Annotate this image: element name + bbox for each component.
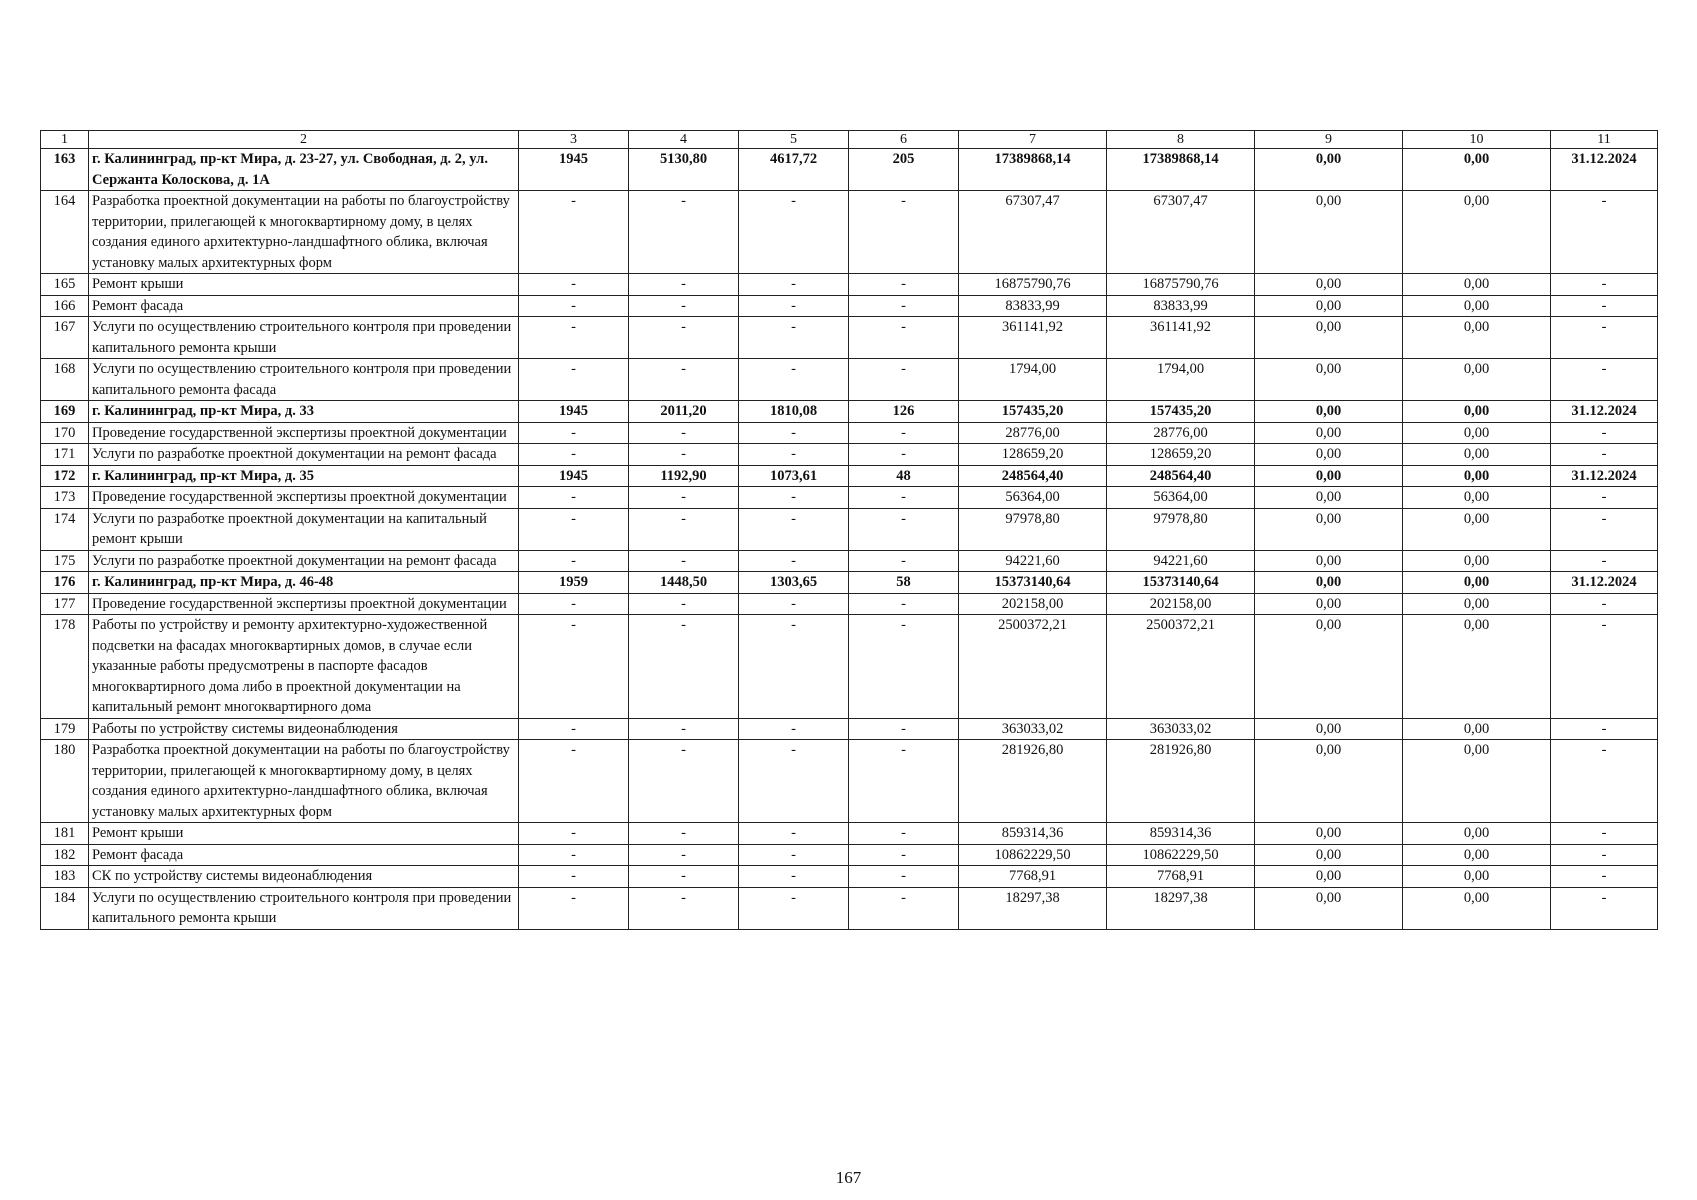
residents-cell: - [849,444,959,466]
row-description: Ремонт фасада [89,844,519,866]
area-living-cell: - [739,823,849,845]
row-number: 163 [41,149,89,191]
cost-total-cell: 18297,38 [959,887,1107,929]
row-number: 164 [41,191,89,274]
area-living-cell: - [739,740,849,823]
area-living-cell: - [739,718,849,740]
row-number: 178 [41,615,89,719]
residents-cell: - [849,422,959,444]
area-total-cell: - [629,844,739,866]
residents-cell: - [849,740,959,823]
deadline-cell: - [1551,508,1658,550]
row-description: Услуги по разработке проектной документации на ремонт фасада [89,444,519,466]
cost-fund-cell: 94221,60 [1107,550,1255,572]
row-description: Проведение государственной экспертизы проектной документации [89,422,519,444]
cost-owners-cell: 0,00 [1403,274,1551,296]
cost-owners-cell: 0,00 [1403,718,1551,740]
row-description: Работы по устройству системы видеонаблюдения [89,718,519,740]
cost-total-cell: 15373140,64 [959,572,1107,594]
cost-total-cell: 248564,40 [959,465,1107,487]
deadline-cell: 31.12.2024 [1551,149,1658,191]
cost-budget-cell: 0,00 [1255,844,1403,866]
table-row [41,465,1658,487]
area-total-cell: - [629,508,739,550]
cost-fund-cell: 128659,20 [1107,444,1255,466]
area-living-cell: 1303,65 [739,572,849,594]
deadline-cell: - [1551,550,1658,572]
year-cell: 1945 [519,465,629,487]
row-number: 165 [41,274,89,296]
area-total-cell: - [629,740,739,823]
year-cell: - [519,887,629,929]
deadline-cell: - [1551,844,1658,866]
table-row [41,740,1658,823]
area-total-cell: 1192,90 [629,465,739,487]
deadline-cell: 31.12.2024 [1551,465,1658,487]
deadline-cell: - [1551,444,1658,466]
row-number: 183 [41,866,89,888]
row-description: г. Калининград, пр-кт Мира, д. 46-48 [89,572,519,594]
area-living-cell: - [739,550,849,572]
cost-fund-cell: 7768,91 [1107,866,1255,888]
cost-owners-cell: 0,00 [1403,191,1551,274]
cost-owners-cell: 0,00 [1403,508,1551,550]
deadline-cell: - [1551,317,1658,359]
cost-total-cell: 202158,00 [959,593,1107,615]
area-living-cell: - [739,444,849,466]
cost-fund-cell: 18297,38 [1107,887,1255,929]
residents-cell: - [849,887,959,929]
year-cell: - [519,550,629,572]
cost-budget-cell: 0,00 [1255,149,1403,191]
area-living-cell: 4617,72 [739,149,849,191]
cost-budget-cell: 0,00 [1255,866,1403,888]
area-total-cell: - [629,887,739,929]
repair-program-table [40,130,1658,930]
deadline-cell: - [1551,823,1658,845]
cost-budget-cell: 0,00 [1255,274,1403,296]
row-number: 172 [41,465,89,487]
year-cell: - [519,444,629,466]
area-living-cell: - [739,593,849,615]
area-living-cell: - [739,422,849,444]
cost-owners-cell: 0,00 [1403,550,1551,572]
year-cell: - [519,844,629,866]
cost-owners-cell: 0,00 [1403,422,1551,444]
cost-fund-cell: 16875790,76 [1107,274,1255,296]
table-row [41,274,1658,296]
table-row [41,887,1658,929]
year-cell: - [519,295,629,317]
area-total-cell: - [629,444,739,466]
cost-total-cell: 128659,20 [959,444,1107,466]
table-row [41,487,1658,509]
cost-owners-cell: 0,00 [1403,740,1551,823]
residents-cell: - [849,823,959,845]
row-number: 180 [41,740,89,823]
residents-cell: 205 [849,149,959,191]
table-row [41,444,1658,466]
cost-owners-cell: 0,00 [1403,317,1551,359]
table-row [41,718,1658,740]
deadline-cell: - [1551,274,1658,296]
area-living-cell: - [739,615,849,719]
row-number: 167 [41,317,89,359]
column-header: 6 [849,131,959,149]
cost-budget-cell: 0,00 [1255,593,1403,615]
table-row [41,191,1658,274]
area-living-cell: - [739,317,849,359]
cost-owners-cell: 0,00 [1403,149,1551,191]
cost-total-cell: 16875790,76 [959,274,1107,296]
year-cell: - [519,191,629,274]
column-header: 1 [41,131,89,149]
table-row [41,550,1658,572]
area-living-cell: - [739,844,849,866]
cost-fund-cell: 281926,80 [1107,740,1255,823]
cost-owners-cell: 0,00 [1403,593,1551,615]
cost-budget-cell: 0,00 [1255,422,1403,444]
cost-owners-cell: 0,00 [1403,844,1551,866]
cost-budget-cell: 0,00 [1255,718,1403,740]
cost-fund-cell: 363033,02 [1107,718,1255,740]
row-number: 177 [41,593,89,615]
row-description: Услуги по разработке проектной документации на капитальный ремонт крыши [89,508,519,550]
area-living-cell: - [739,487,849,509]
cost-owners-cell: 0,00 [1403,866,1551,888]
cost-budget-cell: 0,00 [1255,740,1403,823]
year-cell: - [519,422,629,444]
deadline-cell: - [1551,615,1658,719]
cost-budget-cell: 0,00 [1255,887,1403,929]
cost-owners-cell: 0,00 [1403,444,1551,466]
cost-budget-cell: 0,00 [1255,572,1403,594]
column-header: 8 [1107,131,1255,149]
area-total-cell: - [629,317,739,359]
row-number: 179 [41,718,89,740]
table-row [41,295,1658,317]
cost-fund-cell: 10862229,50 [1107,844,1255,866]
row-number: 181 [41,823,89,845]
row-description: СК по устройству системы видеонаблюдения [89,866,519,888]
area-living-cell: - [739,508,849,550]
residents-cell: - [849,487,959,509]
cost-total-cell: 1794,00 [959,359,1107,401]
row-number: 175 [41,550,89,572]
row-number: 182 [41,844,89,866]
year-cell: - [519,823,629,845]
area-total-cell: - [629,615,739,719]
table-row [41,317,1658,359]
cost-total-cell: 83833,99 [959,295,1107,317]
row-description: Ремонт крыши [89,823,519,845]
area-total-cell: - [629,359,739,401]
cost-owners-cell: 0,00 [1403,465,1551,487]
year-cell: - [519,866,629,888]
year-cell: - [519,508,629,550]
cost-fund-cell: 97978,80 [1107,508,1255,550]
residents-cell: - [849,508,959,550]
cost-fund-cell: 67307,47 [1107,191,1255,274]
area-total-cell: - [629,487,739,509]
cost-owners-cell: 0,00 [1403,487,1551,509]
row-number: 166 [41,295,89,317]
cost-total-cell: 157435,20 [959,401,1107,423]
row-description: Услуги по осуществлению строительного контроля при проведении капитального ремонта крыши [89,317,519,359]
cost-budget-cell: 0,00 [1255,550,1403,572]
cost-total-cell: 94221,60 [959,550,1107,572]
cost-budget-cell: 0,00 [1255,401,1403,423]
area-total-cell: - [629,593,739,615]
area-total-cell: - [629,550,739,572]
cost-total-cell: 28776,00 [959,422,1107,444]
area-living-cell: - [739,191,849,274]
area-total-cell: - [629,295,739,317]
area-total-cell: - [629,422,739,444]
row-number: 168 [41,359,89,401]
area-total-cell: - [629,718,739,740]
row-number: 169 [41,401,89,423]
table-row [41,615,1658,719]
deadline-cell: - [1551,593,1658,615]
row-number: 173 [41,487,89,509]
cost-budget-cell: 0,00 [1255,317,1403,359]
area-total-cell: - [629,274,739,296]
area-total-cell: - [629,823,739,845]
residents-cell: - [849,593,959,615]
area-total-cell: - [629,191,739,274]
residents-cell: - [849,615,959,719]
cost-fund-cell: 1794,00 [1107,359,1255,401]
deadline-cell: - [1551,191,1658,274]
cost-total-cell: 361141,92 [959,317,1107,359]
cost-fund-cell: 28776,00 [1107,422,1255,444]
area-living-cell: 1073,61 [739,465,849,487]
cost-total-cell: 2500372,21 [959,615,1107,719]
cost-total-cell: 97978,80 [959,508,1107,550]
cost-fund-cell: 17389868,14 [1107,149,1255,191]
column-header: 10 [1403,131,1551,149]
residents-cell: - [849,274,959,296]
cost-budget-cell: 0,00 [1255,191,1403,274]
cost-total-cell: 281926,80 [959,740,1107,823]
residents-cell: 58 [849,572,959,594]
row-description: Услуги по осуществлению строительного контроля при проведении капитального ремонта фасада [89,359,519,401]
row-description: Проведение государственной экспертизы проектной документации [89,593,519,615]
deadline-cell: 31.12.2024 [1551,572,1658,594]
year-cell: - [519,615,629,719]
cost-fund-cell: 83833,99 [1107,295,1255,317]
cost-fund-cell: 361141,92 [1107,317,1255,359]
row-description: г. Калининград, пр-кт Мира, д. 35 [89,465,519,487]
table-row [41,422,1658,444]
cost-fund-cell: 248564,40 [1107,465,1255,487]
cost-owners-cell: 0,00 [1403,823,1551,845]
cost-budget-cell: 0,00 [1255,295,1403,317]
table-row [41,572,1658,594]
row-number: 184 [41,887,89,929]
page-number: 167 [835,1168,862,1187]
cost-fund-cell: 56364,00 [1107,487,1255,509]
row-description: г. Калининград, пр-кт Мира, д. 23-27, ул. Свободная, д. 2, ул. Сержанта Колоскова, д. 1А [89,149,519,191]
year-cell: 1959 [519,572,629,594]
table-row [41,149,1658,191]
cost-budget-cell: 0,00 [1255,359,1403,401]
cost-fund-cell: 2500372,21 [1107,615,1255,719]
year-cell: - [519,274,629,296]
area-living-cell: - [739,295,849,317]
area-living-cell: 1810,08 [739,401,849,423]
cost-budget-cell: 0,00 [1255,487,1403,509]
row-number: 174 [41,508,89,550]
cost-total-cell: 363033,02 [959,718,1107,740]
cost-owners-cell: 0,00 [1403,615,1551,719]
deadline-cell: - [1551,422,1658,444]
area-living-cell: - [739,359,849,401]
cost-owners-cell: 0,00 [1403,572,1551,594]
deadline-cell: - [1551,866,1658,888]
row-description: Ремонт фасада [89,295,519,317]
area-total-cell: 5130,80 [629,149,739,191]
table-row [41,844,1658,866]
residents-cell: - [849,844,959,866]
table-row [41,401,1658,423]
year-cell: - [519,359,629,401]
row-description: Проведение государственной экспертизы проектной документации [89,487,519,509]
area-total-cell: 2011,20 [629,401,739,423]
table-row [41,359,1658,401]
cost-total-cell: 859314,36 [959,823,1107,845]
year-cell: - [519,740,629,823]
row-number: 170 [41,422,89,444]
cost-owners-cell: 0,00 [1403,401,1551,423]
cost-fund-cell: 202158,00 [1107,593,1255,615]
column-header: 2 [89,131,519,149]
row-description: Разработка проектной документации на работы по благоустройству территории, прилегающей к многоквартирному дому, в целях создания единого архитектурно-ландшафтного облика, включая установку малых архитектурных форм [89,740,519,823]
year-cell: 1945 [519,149,629,191]
column-header: 7 [959,131,1107,149]
deadline-cell: - [1551,740,1658,823]
area-living-cell: - [739,274,849,296]
year-cell: - [519,718,629,740]
residents-cell: - [849,317,959,359]
row-description: Работы по устройству и ремонту архитектурно-художественной подсветки на фасадах многоквартирных домов, в случае если указанные работы предусмотрены в паспорте фасадов многоквартирного дома либо в проектной документации на капитальный ремонт многоквартирного дома [89,615,519,719]
column-number-row [41,131,1658,149]
area-living-cell: - [739,866,849,888]
deadline-cell: 31.12.2024 [1551,401,1658,423]
year-cell: - [519,317,629,359]
cost-budget-cell: 0,00 [1255,615,1403,719]
year-cell: 1945 [519,401,629,423]
residents-cell: - [849,295,959,317]
row-description: Ремонт крыши [89,274,519,296]
document-sheet [40,130,1657,930]
residents-cell: - [849,359,959,401]
row-description: г. Калининград, пр-кт Мира, д. 33 [89,401,519,423]
cost-total-cell: 7768,91 [959,866,1107,888]
deadline-cell: - [1551,718,1658,740]
residents-cell: - [849,718,959,740]
cost-owners-cell: 0,00 [1403,295,1551,317]
cost-total-cell: 10862229,50 [959,844,1107,866]
table-row [41,823,1658,845]
residents-cell: - [849,550,959,572]
residents-cell: 48 [849,465,959,487]
area-total-cell: - [629,866,739,888]
year-cell: - [519,487,629,509]
cost-total-cell: 56364,00 [959,487,1107,509]
cost-owners-cell: 0,00 [1403,359,1551,401]
column-header: 9 [1255,131,1403,149]
residents-cell: 126 [849,401,959,423]
table-row [41,866,1658,888]
row-description: Разработка проектной документации на работы по благоустройству территории, прилегающей к многоквартирному дому, в целях создания единого архитектурно-ландшафтного облика, включая установку малых архитектурных форм [89,191,519,274]
cost-budget-cell: 0,00 [1255,465,1403,487]
cost-budget-cell: 0,00 [1255,508,1403,550]
residents-cell: - [849,866,959,888]
table-row [41,508,1658,550]
column-header: 11 [1551,131,1658,149]
table-body [41,149,1658,930]
cost-total-cell: 17389868,14 [959,149,1107,191]
deadline-cell: - [1551,487,1658,509]
column-header: 3 [519,131,629,149]
row-number: 176 [41,572,89,594]
column-header: 4 [629,131,739,149]
year-cell: - [519,593,629,615]
area-total-cell: 1448,50 [629,572,739,594]
cost-fund-cell: 859314,36 [1107,823,1255,845]
column-header: 5 [739,131,849,149]
cost-fund-cell: 157435,20 [1107,401,1255,423]
row-number: 171 [41,444,89,466]
cost-fund-cell: 15373140,64 [1107,572,1255,594]
cost-owners-cell: 0,00 [1403,887,1551,929]
deadline-cell: - [1551,887,1658,929]
deadline-cell: - [1551,359,1658,401]
row-description: Услуги по осуществлению строительного контроля при проведении капитального ремонта крыши [89,887,519,929]
cost-budget-cell: 0,00 [1255,444,1403,466]
area-living-cell: - [739,887,849,929]
deadline-cell: - [1551,295,1658,317]
table-row [41,593,1658,615]
cost-budget-cell: 0,00 [1255,823,1403,845]
row-description: Услуги по разработке проектной документации на ремонт фасада [89,550,519,572]
cost-total-cell: 67307,47 [959,191,1107,274]
residents-cell: - [849,191,959,274]
